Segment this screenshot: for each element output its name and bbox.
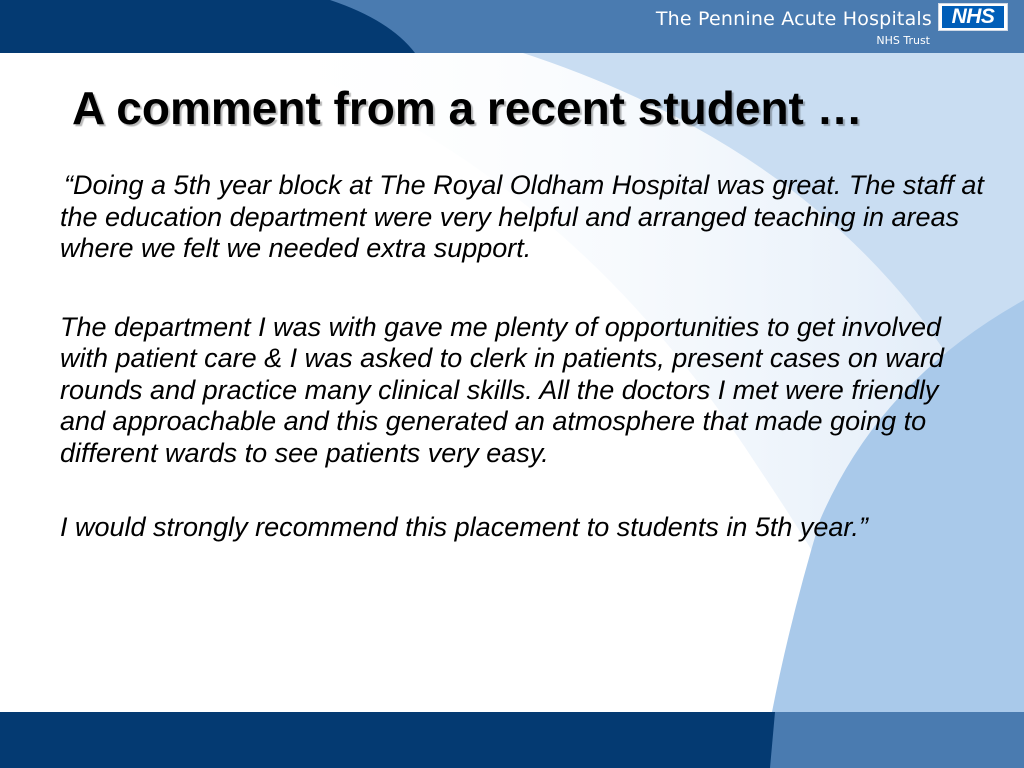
organization-name: The Pennine Acute Hospitals [655,8,932,30]
quote-paragraph: “Doing a 5th year block at The Royal Oldham Hospital was great. The staff at the education department were very helpful and arranged teaching in areas where we felt we needed extra support. [60,170,984,263]
nhs-logo [938,3,1008,31]
trust-label: NHS Trust [876,34,930,47]
footer-bar-accent [770,712,1024,768]
organization-branding [512,6,932,48]
quote-paragraph: The department I was with gave me plenty of opportunities to get involved with patient care & I was asked to clerk in patients, present cases on ward rounds and practice many clinical skills. All the doctors I met were friendly and approachable and this generated an atmosphere that made going to different wards to see patients very easy. [60,311,944,468]
nhs-logo-text: NHS [942,6,1004,28]
quote-paragraph: I would strongly recommend this placement to students in 5th year.” [60,512,868,542]
student-quote [60,170,985,547]
slide-title: A comment from a recent student … [72,82,863,134]
